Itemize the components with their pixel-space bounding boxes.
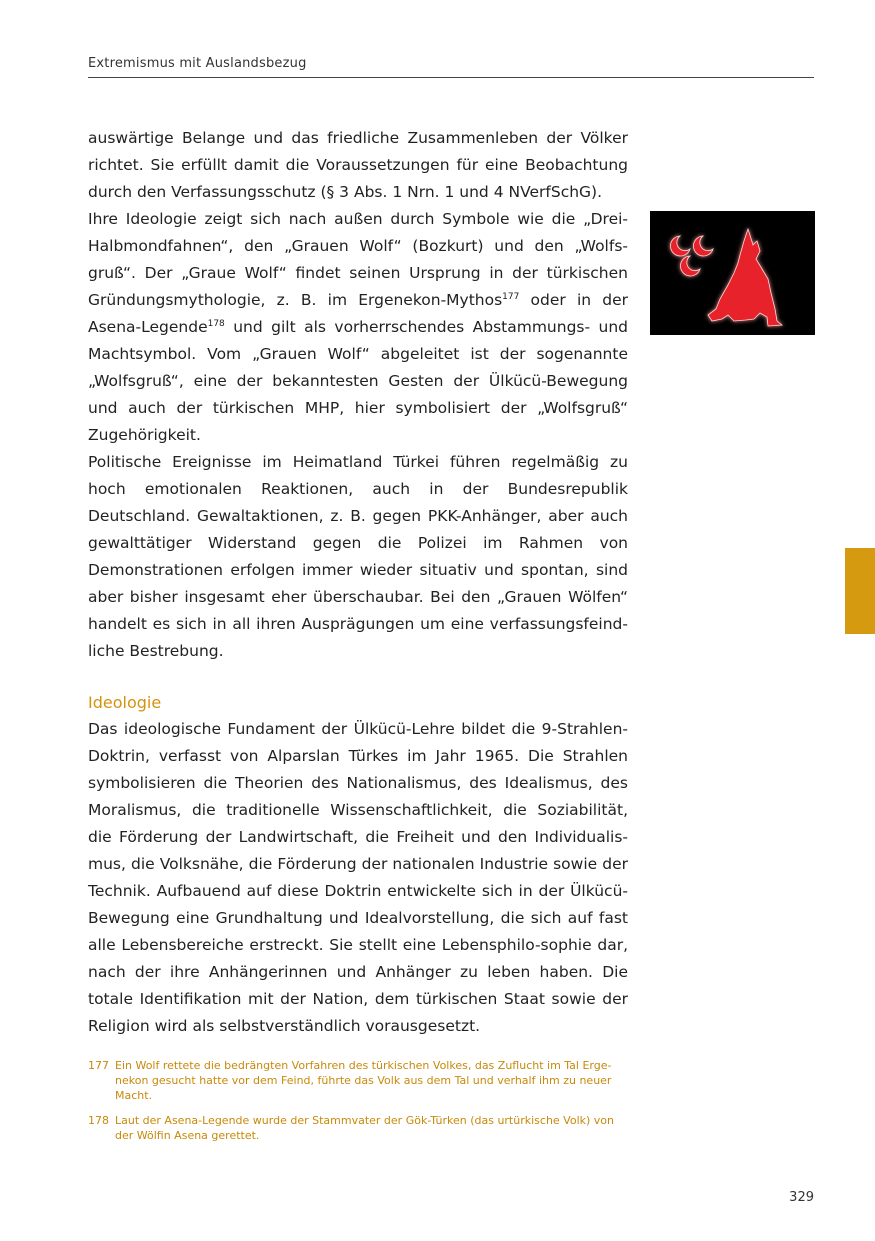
footnote-177	[88, 1058, 628, 1103]
footnote-text: Ein Wolf rettete die bedrängten Vorfahren des türkischen Volkes, das Zuflucht im Tal Erge-nekon gesucht hatte vor dem Feind, führte das Volk aus dem Tal und verhalf ihm zu neuer Macht.	[115, 1059, 612, 1102]
footnote-number: 177	[88, 1059, 109, 1072]
paragraph-2-part-c: und gilt als vorherrschendes Abstammungs- und Machtsymbol. Vom „Grauen Wolf“ abgeleitet ist der sogenannte „Wolfsgruß“, eine der bekanntesten Gesten der Ülkücü-Bewegung und auch der türkischen MHP, hier symbolisiert der „Wolfsgruß“ Zugehörigkeit.	[88, 318, 628, 444]
paragraph-2	[88, 206, 628, 449]
footnote-number: 178	[88, 1114, 109, 1127]
paragraph-1: auswärtige Belange und das friedliche Zusammenleben der Völker richtet. Sie erfüllt damit die Voraussetzungen für eine Beobachtung durch den Verfassungsschutz (§ 3 Abs. 1 Nrn. 1 und 4 NVerfSchG).	[88, 129, 628, 201]
paragraph-2-part-b: oder in der Asena-Legende	[88, 291, 628, 336]
body-text	[88, 125, 628, 1040]
paragraph-3: Politische Ereignisse im Heimatland Türkei führen regelmäßig zu hoch emotionalen Reaktionen, auch in der Bundesrepublik Deutschland. Gewaltaktionen, z. B. gegen PKK-Anhänger, aber auch gewalttätiger Widerstand gegen die Polizei im Rahmen von Demonstrationen erfolgen immer wieder situativ und spontan, sind aber bisher insgesamt eher überschaubar. Bei den „Grauen Wölfen“ handelt es sich in all ihren Ausprägungen um eine verfassungsfeind-liche Bestrebung.	[88, 453, 628, 660]
footnote-178	[88, 1113, 628, 1143]
paragraph-2-part-a: Ihre Ideologie zeigt sich nach außen durch Symbole wie die „Drei-Halbmondfahnen“, den „Grauen Wolf“ (Bozkurt) und den „Wolfs-gruß“. Der „Graue Wolf“ findet seinen Ursprung in der türkischen Gründungsmythologie, z. B. im Ergenekon-Mythos	[88, 210, 628, 309]
page-number: 329	[789, 1190, 814, 1205]
footnote-ref-178[interactable]: 178	[207, 318, 225, 329]
footnote-text: Laut der Asena-Legende wurde der Stammvater der Gök-Türken (das urtürkische Volk) von der Wölfin Asena gerettet.	[115, 1114, 615, 1142]
grey-wolf-crescents-icon	[650, 211, 815, 335]
wolf-image-svg	[650, 211, 815, 335]
footnotes	[88, 1058, 628, 1153]
footnote-ref-177[interactable]: 177	[502, 291, 520, 302]
running-title: Extremismus mit Auslandsbezug	[88, 56, 814, 78]
section-heading: Ideologie	[88, 693, 162, 712]
chapter-tab	[845, 548, 875, 634]
paragraph-4: Das ideologische Fundament der Ülkücü-Lehre bildet die 9-Strahlen-Doktrin, verfasst von Alparslan Türkes im Jahr 1965. Die Strahlen symbolisieren die Theorien des Nationalismus, des Idealismus, des Moralismus, die traditionelle Wissenschaftlichkeit, die Soziabilität, die Förderung der Landwirtschaft, die Freiheit und den Individualis-mus, die Volksnähe, die Förderung der nationalen Industrie sowie der Technik. Aufbauend auf diese Doktrin entwickelte sich in der Ülkücü-Bewegung eine Grundhaltung und Idealvorstellung, die sich auf fast alle Lebensbereiche erstreckt. Sie stellt eine Lebensphilo-sophie dar, nach der ihre Anhängerinnen und Anhänger zu leben haben. Die totale Identifikation mit der Nation, dem türkischen Staat sowie der Religion wird als selbstverständlich vorausgesetzt.	[88, 720, 628, 1035]
